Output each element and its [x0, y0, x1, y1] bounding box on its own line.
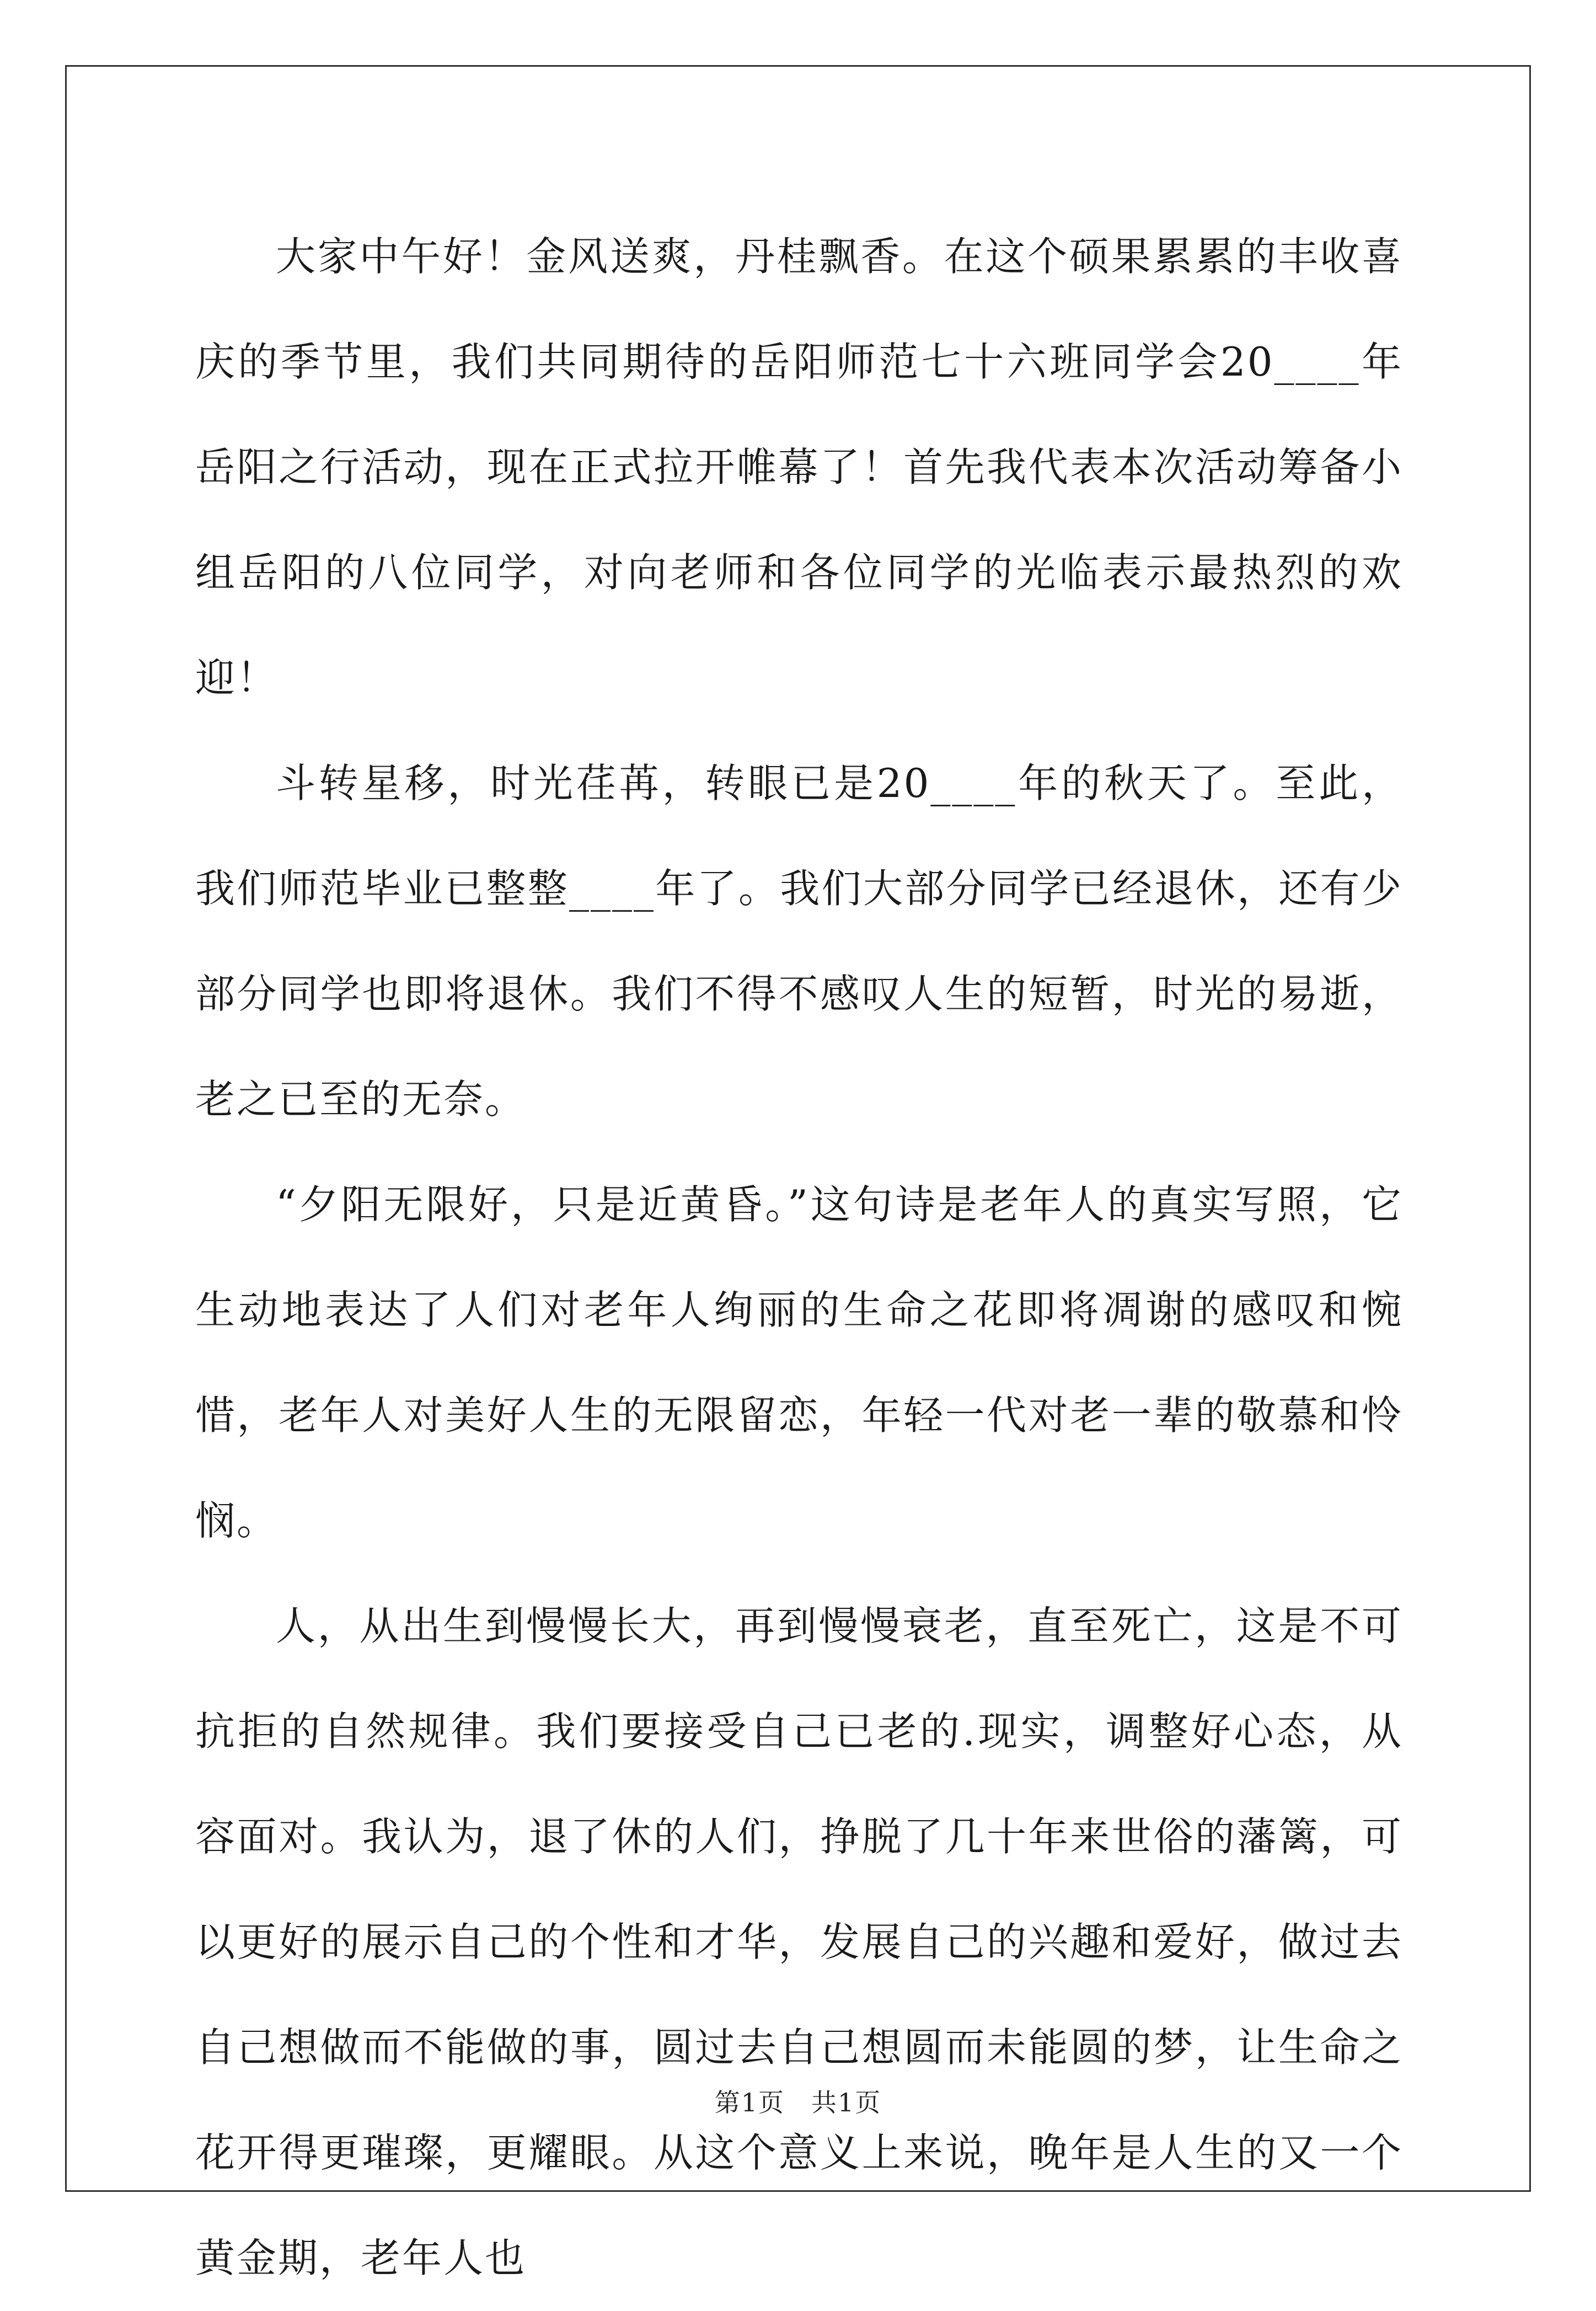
paragraph: 人，从出生到慢慢长大，再到慢慢衰老，直至死亡，这是不可抗拒的自然规律。我们要接受自己已老的.现实，调整好心态，从容面对。我认为，退了休的人们，挣脱了几十年来世俗的藩篱，可以更好的展示自己的个性和才华，发展自己的兴趣和爱好，做过去自己想做而不能做的事，圆过去自己想圆而未能圆的梦，让生命之花开得更璀璨，更耀眼。从这个意义上来说，晚年是人生的又一个黄金期，老年人也	[195, 1603, 1403, 2281]
paragraph: “夕阳无限好，只是近黄昏。”这句诗是老年人的真实写照，它生动地表达了人们对老年人绚丽的生命之花即将凋谢的感叹和惋惜，老年人对美好人生的无限留恋，年轻一代对老一辈的敬慕和怜悯。	[195, 1181, 1403, 1544]
page-number-footer: 第1页 共1页	[714, 2088, 882, 2117]
paragraph: 斗转星移，时光荏苒，转眼已是20____年的秋天了。至此，我们师范毕业已整整____年了。我们大部分同学已经退休，还有少部分同学也即将退休。我们不得不感叹人生的短暂，时光的易逝，老之已至的无奈。	[195, 760, 1403, 1122]
paragraph: 大家中午好！金风送爽，丹桂飘香。在这个硕果累累的丰收喜庆的季节里，我们共同期待的岳阳师范七十六班同学会20____年岳阳之行活动，现在正式拉开帷幕了！首先我代表本次活动筹备小组岳阳的八位同学，对向老师和各位同学的光临表示最热烈的欢迎！	[195, 233, 1403, 701]
document-body	[195, 204, 1403, 2311]
